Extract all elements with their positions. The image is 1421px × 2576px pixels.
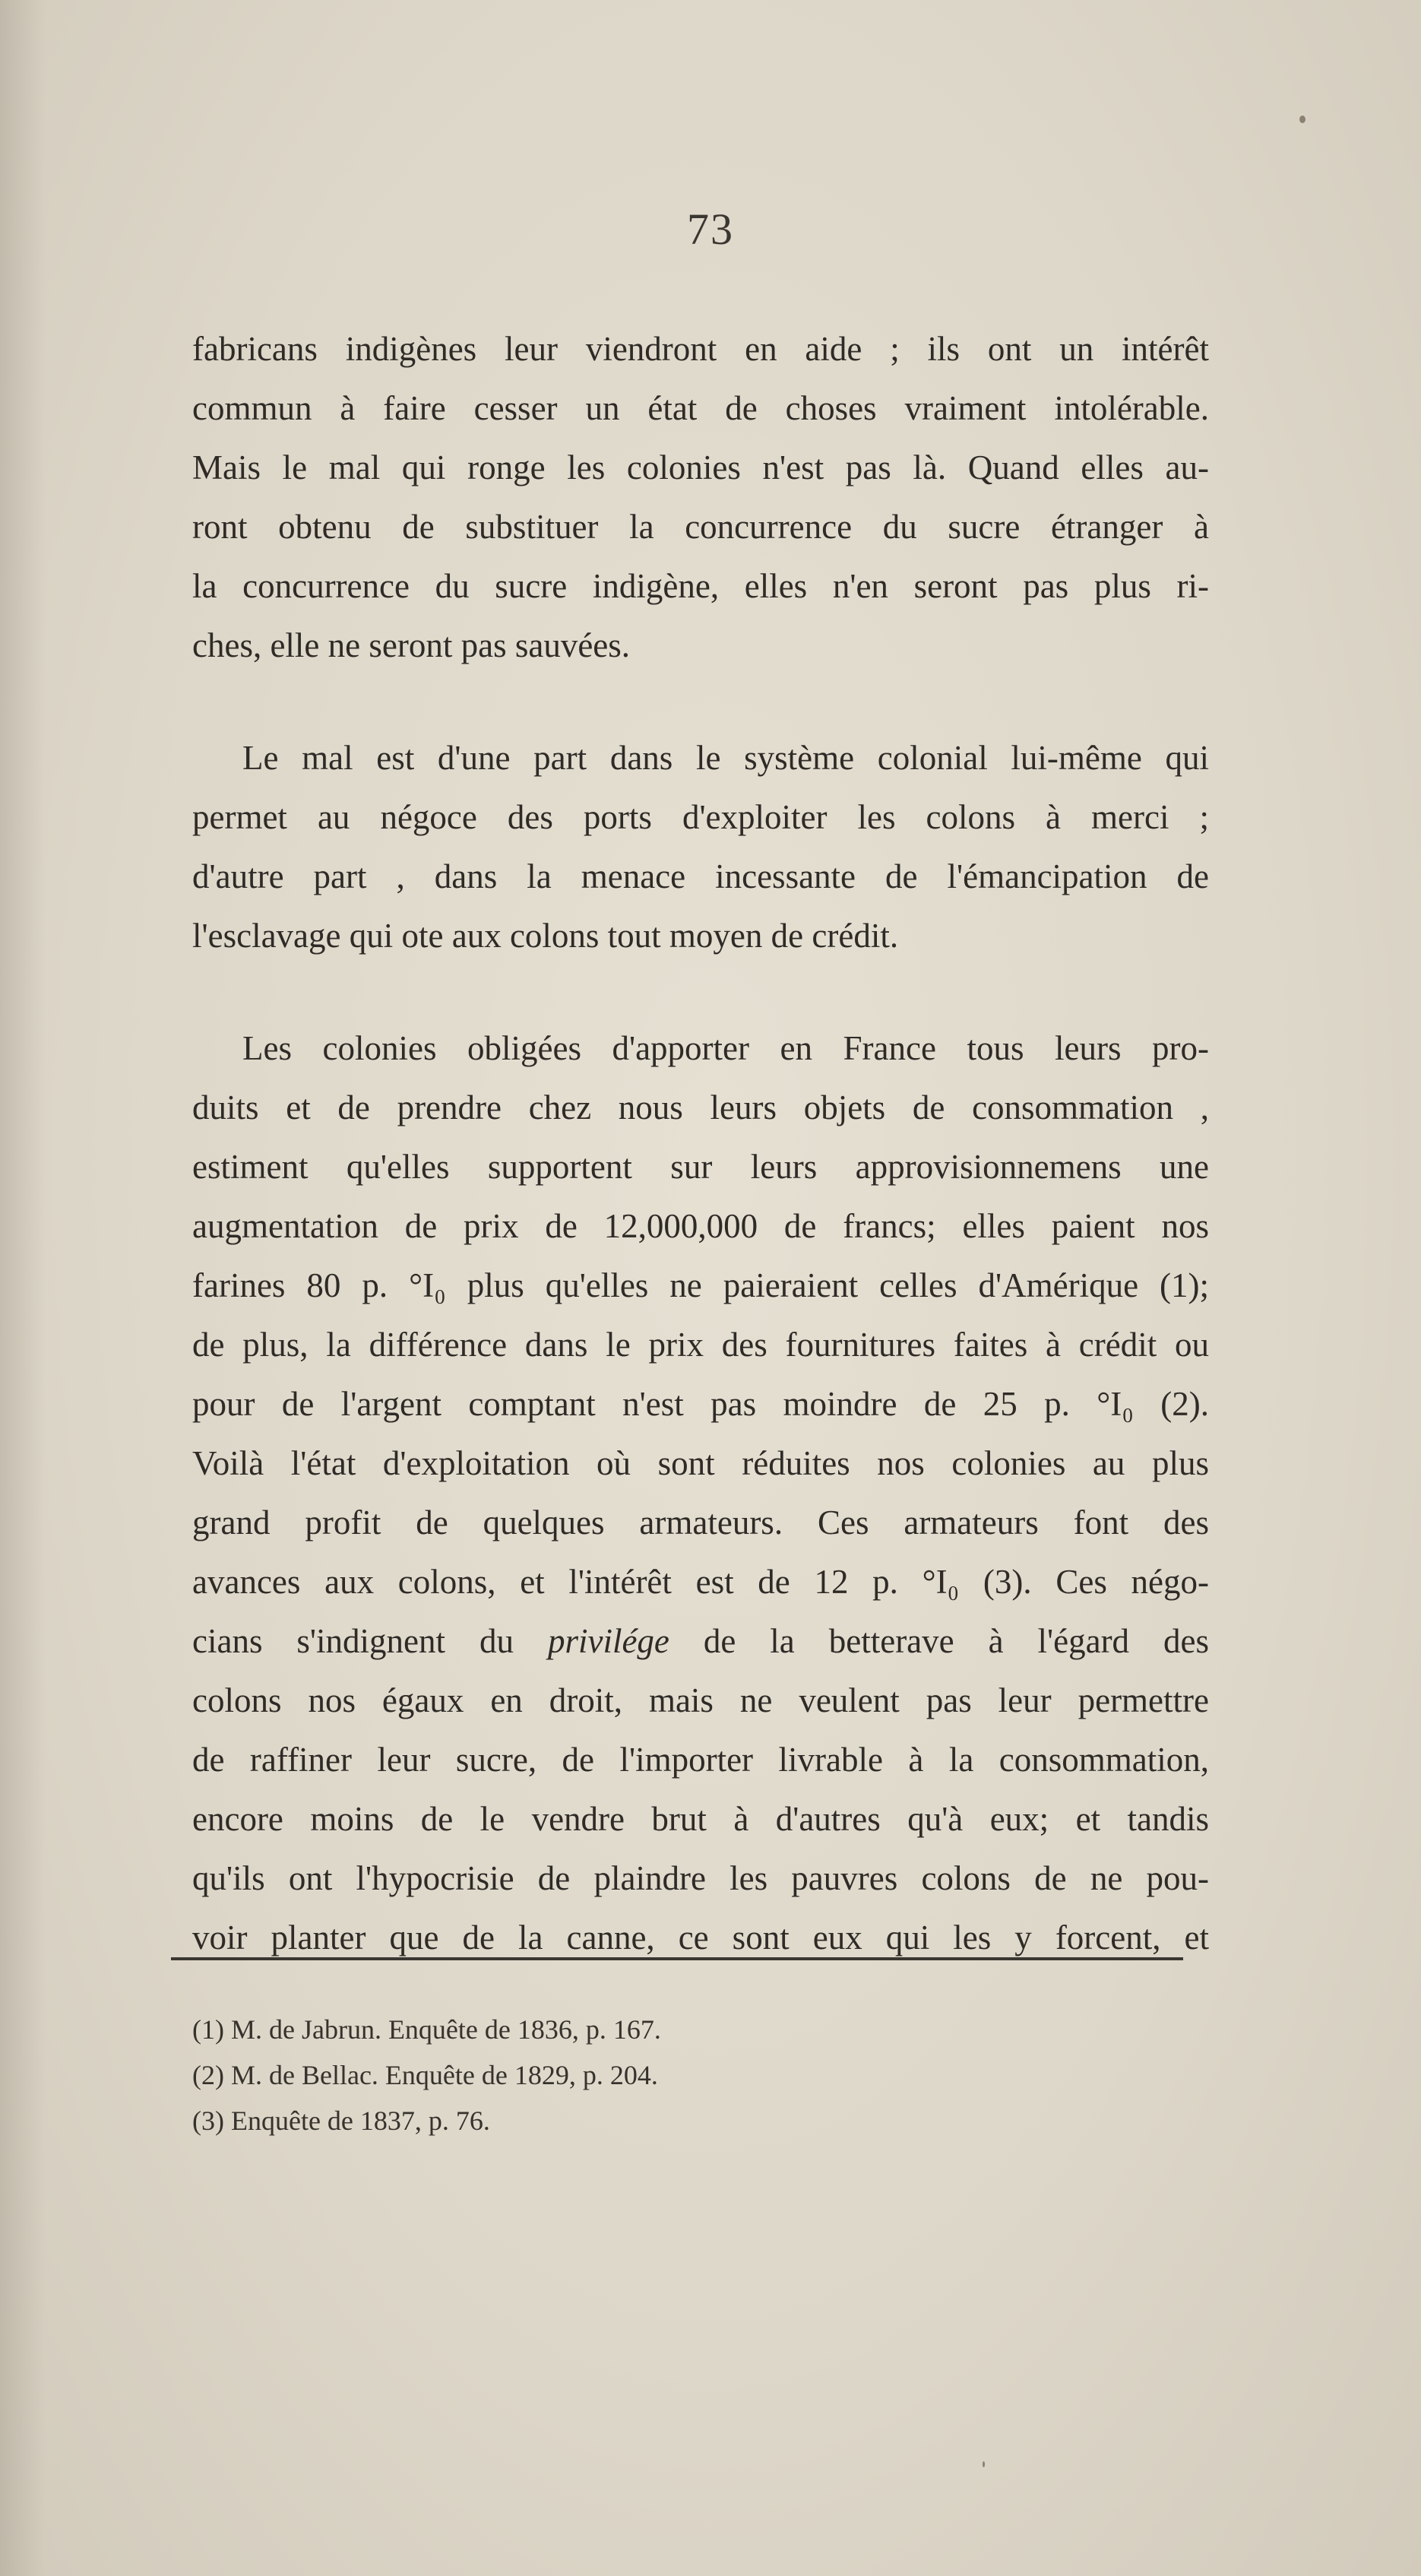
text-line: encore moins de le vendre brut à d'autres qu'à eux; et tandis bbox=[192, 1800, 1209, 1838]
emphasized-word: privilége bbox=[547, 1622, 669, 1660]
text-segment: de la betterave à l'égard des bbox=[703, 1622, 1210, 1660]
text-line: permet au négoce des ports d'exploiter les colons à merci ; bbox=[192, 798, 1209, 836]
text-line: grand profit de quelques armateurs. Ces armateurs font des bbox=[192, 1503, 1209, 1541]
text-line: augmentation de prix de 12,000,000 de francs; elles paient nos bbox=[192, 1207, 1209, 1245]
paper-speck bbox=[983, 2461, 985, 2467]
text-line: pour de l'argent comptant n'est pas moindre de 25 p. °I₀ (2). bbox=[192, 1385, 1209, 1423]
page-number: 73 bbox=[687, 204, 734, 254]
footnote: (2) M. de Bellac. Enquête de 1829, p. 204. bbox=[192, 2060, 658, 2090]
text-segment: cians s'indignent du bbox=[192, 1622, 514, 1660]
text-line: qu'ils ont l'hypocrisie de plaindre les pauvres colons de ne pou- bbox=[192, 1859, 1209, 1897]
text-line: colons nos égaux en droit, mais ne veulent pas leur permettre bbox=[192, 1681, 1209, 1719]
text-line: la concurrence du sucre indigène, elles n'en seront pas plus ri- bbox=[192, 567, 1209, 605]
text-line: Voilà l'état d'exploitation où sont réduites nos colonies au plus bbox=[192, 1444, 1209, 1482]
text-line: estiment qu'elles supportent sur leurs approvisionnemens une bbox=[192, 1148, 1209, 1186]
text-line: voir planter que de la canne, ce sont eux qui les y forcent, et bbox=[192, 1919, 1209, 1957]
text-line: Mais le mal qui ronge les colonies n'est pas là. Quand elles au- bbox=[192, 448, 1209, 486]
footnote: (3) Enquête de 1837, p. 76. bbox=[192, 2105, 490, 2136]
text-line: ront obtenu de substituer la concurrence du sucre étranger à bbox=[192, 508, 1209, 546]
footnote: (1) M. de Jabrun. Enquête de 1836, p. 167. bbox=[192, 2014, 661, 2045]
footnote-divider bbox=[171, 1957, 1183, 1960]
binding-shadow bbox=[0, 0, 46, 2576]
paper-speck bbox=[1299, 116, 1305, 123]
footnotes bbox=[192, 2007, 1104, 2143]
text-line: commun à faire cesser un état de choses vraiment intolérable. bbox=[192, 389, 1209, 427]
text-line: d'autre part , dans la menace incessante de l'émancipation de bbox=[192, 857, 1209, 895]
text-line: avances aux colons, et l'intérêt est de 12 p. °I₀ (3). Ces négo- bbox=[192, 1563, 1209, 1601]
text-line: farines 80 p. °I₀ plus qu'elles ne paieraient celles d'Amérique (1); bbox=[192, 1266, 1209, 1304]
text-line: de raffiner leur sucre, de l'importer livrable à la consommation, bbox=[192, 1741, 1209, 1779]
text-line: Les colonies obligées d'apporter en France tous leurs pro- bbox=[242, 1029, 1209, 1067]
text-line: Le mal est d'une part dans le système colonial lui-même qui bbox=[242, 739, 1209, 777]
text-line-with-emphasis bbox=[192, 1611, 1209, 1671]
text-line: fabricans indigènes leur viendront en aide ; ils ont un intérêt bbox=[192, 330, 1209, 368]
body-text bbox=[192, 319, 1209, 1967]
text-line: duits et de prendre chez nous leurs objets de consommation , bbox=[192, 1088, 1209, 1126]
text-line: de plus, la différence dans le prix des fournitures faites à crédit ou bbox=[192, 1326, 1209, 1364]
text-line: l'esclavage qui ote aux colons tout moyen de crédit. bbox=[192, 917, 899, 955]
text-line: ches, elle ne seront pas sauvées. bbox=[192, 626, 631, 664]
